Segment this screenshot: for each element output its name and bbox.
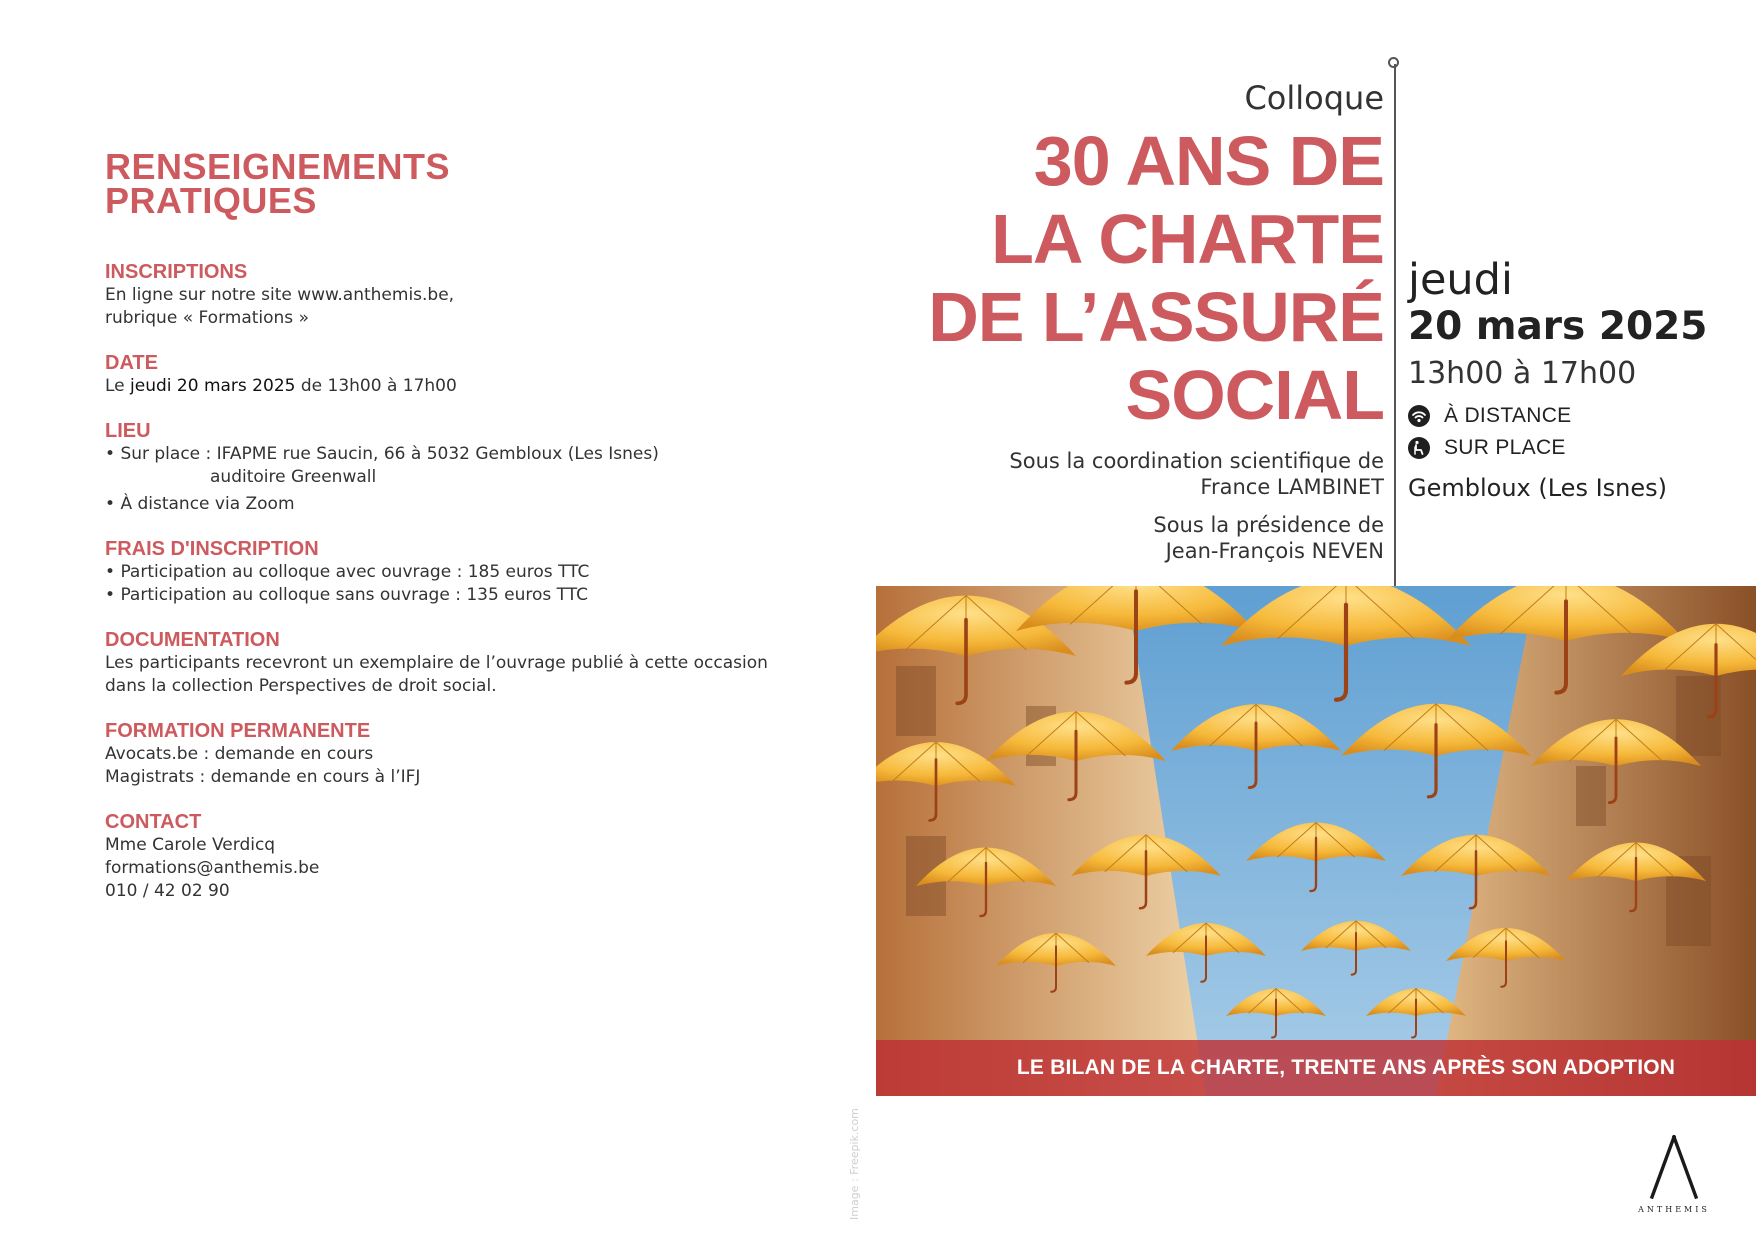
event-day: jeudi <box>1408 255 1513 305</box>
practical-info-title: RENSEIGNEMENTS PRATIQUES <box>105 146 451 221</box>
lieu-onsite-line: • Sur place : IFAPME rue Saucin, 66 à 5032 Gembloux (Les Isnes) <box>105 443 825 466</box>
documentation-heading: DOCUMENTATION <box>105 629 280 651</box>
inscriptions-section <box>105 260 825 330</box>
anthemis-brand: ANTHEMIS <box>1638 1205 1710 1214</box>
event-hours: 13h00 à 17h00 <box>1408 356 1637 391</box>
event-location: Gembloux (Les Isnes) <box>1408 474 1668 502</box>
wifi-icon <box>1408 405 1430 427</box>
tagline-banner <box>876 1040 1756 1096</box>
contact-email[interactable]: formations@anthemis.be <box>105 858 320 878</box>
date-section <box>105 351 825 398</box>
formation-line: Avocats.be : demande en cours <box>105 744 374 764</box>
tagline-text: LE BILAN DE LA CHARTE, TRENTE ANS APRÈS SON ADOPTION <box>1016 1056 1676 1079</box>
mode-onsite: SUR PLACE <box>1408 436 1707 460</box>
person-chair-icon <box>1408 437 1430 459</box>
anthemis-logo <box>1634 1135 1714 1214</box>
umbrella-illustration <box>876 586 1756 1096</box>
umbrella-photo <box>876 586 1756 1096</box>
event-date: 20 mars 2025 <box>1408 304 1708 349</box>
frais-section <box>105 537 825 607</box>
image-credit: Image : Freepik.com <box>848 1108 861 1220</box>
inscriptions-line: En ligne sur notre site www.anthemis.be, <box>105 285 455 305</box>
lieu-onsite-room: auditoire Greenwall <box>210 467 377 487</box>
event-title-line: 30 ANS DE <box>1033 122 1384 200</box>
contact-section <box>105 810 825 903</box>
practical-info-panel <box>105 146 825 924</box>
formation-line: Magistrats : demande en cours à l’IFJ <box>105 767 421 787</box>
event-title-line: DE L’ASSURÉ <box>928 278 1384 356</box>
frais-line: • Participation au colloque sans ouvrage : 135 euros TTC <box>105 584 825 607</box>
mode-remote: À DISTANCE <box>1408 404 1707 428</box>
contact-name: Mme Carole Verdicq <box>105 835 276 855</box>
documentation-section <box>105 628 825 698</box>
presidence-credit: Sous la présidence de Jean-François NEVEN <box>1153 513 1384 563</box>
timeline-divider <box>1394 64 1396 586</box>
event-kicker: Colloque <box>1244 79 1384 117</box>
contact-phone[interactable]: 010 / 42 02 90 <box>105 881 230 901</box>
documentation-line: dans la collection Perspectives de droit social. <box>105 676 497 696</box>
schedule-block <box>1408 256 1707 502</box>
contact-heading: CONTACT <box>105 811 202 833</box>
formation-heading: FORMATION PERMANENTE <box>105 720 371 742</box>
date-highlight: jeudi 20 mars 2025 <box>130 376 296 396</box>
anthemis-logo-mark <box>1644 1135 1704 1199</box>
date-line: Le jeudi 20 mars 2025 de 13h00 à 17h00 <box>105 376 457 396</box>
inscriptions-heading: INSCRIPTIONS <box>105 261 248 283</box>
formation-section <box>105 719 825 789</box>
inscriptions-line: rubrique « Formations » <box>105 308 309 328</box>
date-heading: DATE <box>105 352 158 374</box>
lieu-heading: LIEU <box>105 420 151 442</box>
event-title-line: LA CHARTE <box>991 200 1384 278</box>
frais-line: • Participation au colloque avec ouvrage : 185 euros TTC <box>105 561 825 584</box>
lieu-remote-line: • À distance via Zoom <box>105 493 825 516</box>
coordination-credit: Sous la coordination scientifique de France LAMBINET <box>1009 449 1384 499</box>
lieu-section <box>105 419 825 516</box>
documentation-line: Les participants recevront un exemplaire de l’ouvrage publié à cette occasion <box>105 653 768 673</box>
event-title-block <box>928 78 1384 564</box>
frais-heading: FRAIS D'INSCRIPTION <box>105 538 319 560</box>
event-title-line: SOCIAL <box>1125 356 1384 434</box>
